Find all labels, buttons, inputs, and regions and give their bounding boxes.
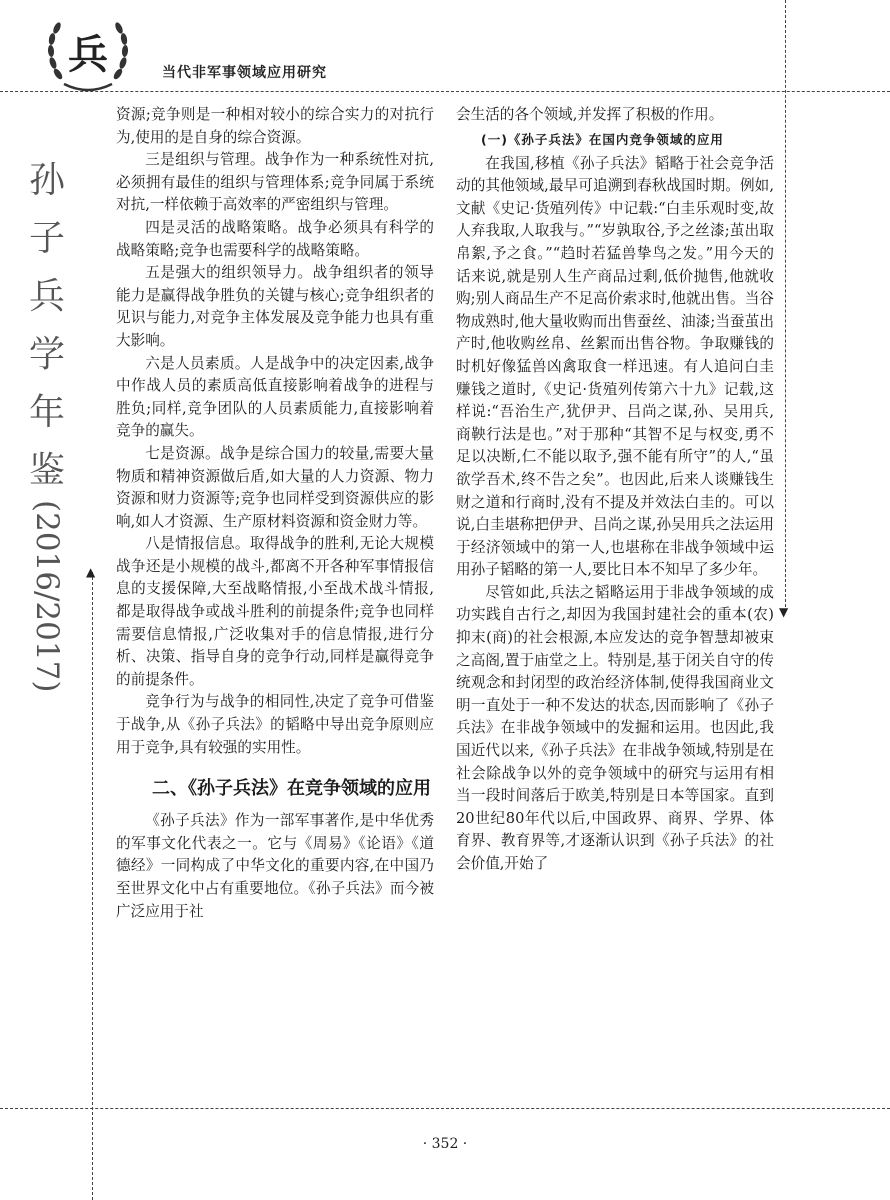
side-title-char-4: 学 xyxy=(28,334,65,375)
paragraph: 尽管如此,兵法之韬略运用于非战争领域的成功实践自古行之,却因为我国封建社会的重本(农)抑末(商)的社会根源,本应发达的竞争智慧却被束之高阁,置于庙堂之上。特别是,基于闭关自守的传统观念和封闭型的政治经济体制,使得我国商业文明一直处于一种不发达的状态,因而影响了《孙子兵法》在非战争领域中的发掘和运用。也因此,我国近代以来,《孙子兵法》在非战争领域,特别是在社会除战争以外的竞争领域中的研究与运用有相当一段时间落后于欧美,特别是日本等国家。直到20世纪80年代以后,中国政界、商界、学界、体育界、教育界等,才逐渐认识到《孙子兵法》的社会价值,开始了 xyxy=(456,583,774,872)
footer-divider xyxy=(0,1108,890,1109)
paragraph: 四是灵活的战略策略。战争必须具有科学的战略策略;竞争也需要科学的战略策略。 xyxy=(116,218,434,259)
left-column xyxy=(116,104,434,923)
right-margin-line xyxy=(785,0,786,612)
logo-glyph: 兵 xyxy=(68,32,108,78)
paragraph: 《孙子兵法》作为一部军事著作,是中华优秀的军事文化代表之一。它与《周易》《论语》《道德经》一同构成了中华文化的重要内容,在中国乃至世界文化中占有重要地位。《孙子兵法》而今被广泛应用于社 xyxy=(116,812,434,920)
paragraph: 五是强大的组织领导力。战争组织者的领导能力是赢得战争胜负的关键与核心;竞争组织者的见识与能力,对竞争主体发展及竞争能力也具有重大影响。 xyxy=(116,264,434,349)
page-number: · 352 · xyxy=(422,1136,468,1152)
right-column xyxy=(456,104,774,876)
paragraph: 在我国,移植《孙子兵法》韬略于社会竞争活动的其他领域,最早可追溯到春秋战国时期。例如,文献《史记·货殖列传》中记载:“白圭乐观时变,故人弃我取,人取我与。”“岁孰取谷,予之丝漆;茧出取帛絮,予之食。”“趋时若猛兽挚鸟之发。”用今天的话来说,就是别人生产商品过剩,低价抛售,他就收购;别人商品生产不足高价索求时,他就出售。当谷物成熟时,他大量收购而出售蚕丝、油漆;当蚕茧出产时,他收购丝帛、丝絮而出售谷物。争取赚钱的时机好像猛兽凶禽取食一样迅速。有人追问白圭赚钱之道时,《史记·货殖列传第六十九》记载,这样说:“吾治生产,犹伊尹、吕尚之谋,孙、吴用兵,商鞅行法是也。”对于那种“其智不足与权变,勇不足以决断,仁不能以取予,强不能有所守”的人,“虽欲学吾术,终不告之矣”。也因此,后来人谈赚钱生财之道和行商时,没有不提及并效法白圭的。可以说,白圭堪称把伊尹、吕尚之谋,孙吴用兵之法运用于经济领域中的第一人,也堪称在非战争领域中运用孙子韬略的第一人,要比日本不知早了多少年。 xyxy=(456,154,774,579)
side-title-char-5: 年 xyxy=(28,392,65,433)
yearbook-side-title xyxy=(22,152,72,692)
paragraph: 会生活的各个领域,并发挥了积极的作用。 xyxy=(456,106,724,123)
side-title-char-1: 孙 xyxy=(28,160,65,201)
paragraph: 竞争行为与战争的相同性,决定了竞争可借鉴于战争,从《孙子兵法》的韬略中导出竞争原则应用于竞争,具有较强的实用性。 xyxy=(116,693,434,756)
paragraph: 八是情报信息。取得战争的胜利,无论大规模战争还是小规模的战斗,都离不开各种军事情报信息的支援保障,大至战略情报,小至战术战斗情报,都是取得战争或战斗胜利的前提条件;竞争也同样需要信息情报,广泛收集对手的信息情报,进行分析、决策、指导自身的竞争行动,同样是赢得竞争的前提条件。 xyxy=(116,535,434,688)
side-title-years: (2016/2017) xyxy=(29,500,65,693)
paragraph: 资源;竞争则是一种相对较小的综合实力的对抗行为,使用的是自身的综合资源。 xyxy=(116,106,434,146)
side-title-char-3: 兵 xyxy=(28,276,65,317)
paragraph: 七是资源。战争是综合国力的较量,需要大量物质和精神资源做后盾,如大量的人力资源、物力资源和财力资源等;竞争也同样受到资源供应的影响,如人才资源、生产原材料资源和资金财力等。 xyxy=(116,444,434,530)
side-title-char-6: 鉴 xyxy=(28,450,65,491)
arrow-down-icon: ▼ xyxy=(779,605,789,619)
arrow-up-icon: ▲ xyxy=(86,565,96,579)
subsection-heading: (一)《孙子兵法》在国内竞争领域的应用 xyxy=(481,131,724,147)
section-heading: 二、《孙子兵法》在竞争领域的应用 xyxy=(152,778,431,800)
left-margin-line xyxy=(92,572,93,1200)
running-head: 当代非军事领域应用研究 xyxy=(162,65,327,81)
side-title-char-2: 子 xyxy=(28,218,65,259)
paragraph: 六是人员素质。人是战争中的决定因素,战争中作战人员的素质高低直接影响着战争的进程与胜负;同样,竞争团队的人员素质能力,直接影响着竞争的赢失。 xyxy=(116,354,434,440)
laurel-logo xyxy=(42,10,134,96)
paragraph: 三是组织与管理。战争作为一种系统性对抗,必须拥有最佳的组织与管理体系;竞争同属于系统对抗,一样依赖于高效率的严密组织与管理。 xyxy=(116,151,434,214)
